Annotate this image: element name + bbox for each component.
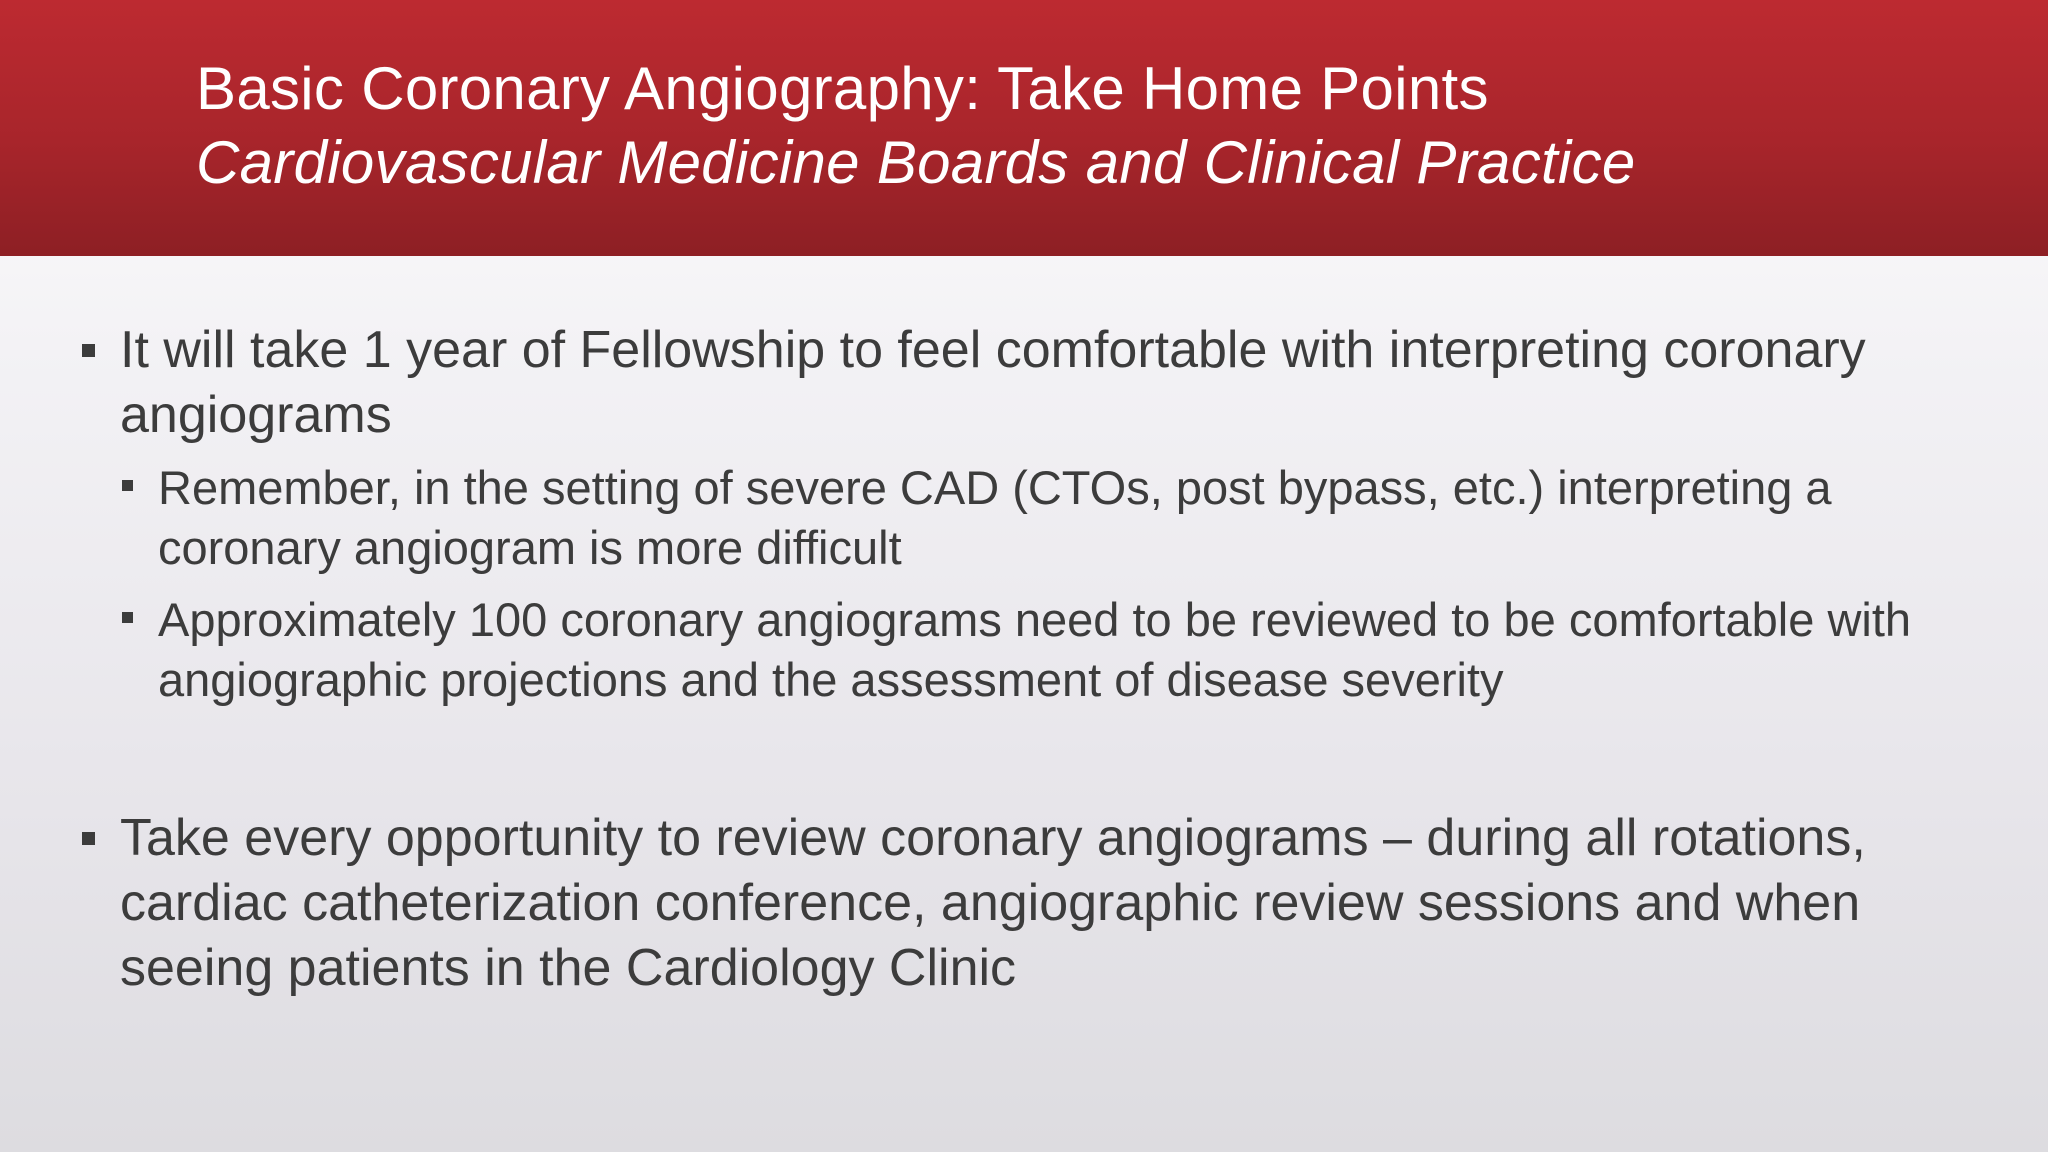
square-bullet-icon — [122, 612, 133, 623]
slide-body — [0, 256, 2048, 1152]
square-bullet-icon — [82, 832, 95, 845]
bullet-text: Take every opportunity to review coronary angiograms – during all rotations, cardiac catheterization conference, angiographic review sessions and when seeing patients in the Cardiology Clinic — [120, 809, 1866, 997]
bullet-text: It will take 1 year of Fellowship to feel comfortable with interpreting coronary angiograms — [120, 321, 1866, 444]
sub-bullet-item — [122, 590, 1962, 710]
bullet-item — [82, 318, 1962, 448]
sub-bullet-text: Approximately 100 coronary angiograms need to be reviewed to be comfortable with angiographic projections and the assessment of disease severity — [158, 593, 1912, 706]
square-bullet-icon — [122, 480, 133, 491]
square-bullet-icon — [82, 344, 95, 357]
bullet-item — [82, 806, 1962, 1001]
sub-bullet-item — [122, 458, 1962, 578]
sub-bullet-text: Remember, in the setting of severe CAD (CTOs, post bypass, etc.) interpreting a coronary angiogram is more difficult — [158, 461, 1832, 574]
slide-title: Basic Coronary Angiography: Take Home Points — [196, 55, 1489, 122]
slide-subtitle: Cardiovascular Medicine Boards and Clinical Practice — [196, 129, 1636, 196]
title-banner — [0, 0, 2048, 256]
